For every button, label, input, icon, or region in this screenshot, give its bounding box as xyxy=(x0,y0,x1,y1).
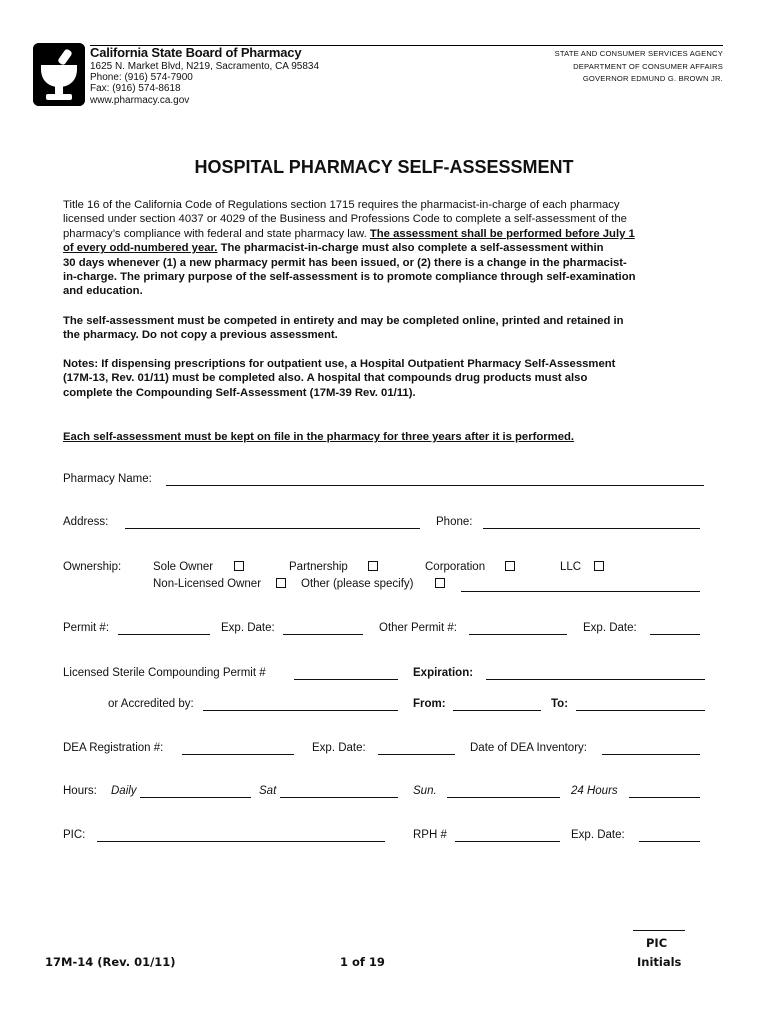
sterile-permit-label: Licensed Sterile Compounding Permit # xyxy=(63,667,266,679)
sun-label: Sun. xyxy=(413,785,437,797)
retention-notice: Each self-assessment must be kept on file in the pharmacy for three years after it is performed. xyxy=(63,431,575,443)
intro-line: 30 days whenever (1) a new pharmacy permit has been issued, or (2) there is a change in the pharmacist- xyxy=(63,256,627,269)
agency-name: California State Board of Pharmacy xyxy=(90,45,302,60)
form-id: 17M-14 (Rev. 01/11) xyxy=(45,955,176,969)
address-label: Address: xyxy=(63,516,109,528)
hours24-field[interactable] xyxy=(629,785,700,798)
page-title: HOSPITAL PHARMACY SELF-ASSESSMENT xyxy=(194,157,574,177)
other-permit-field[interactable] xyxy=(469,622,567,635)
pic-exp-label: Exp. Date: xyxy=(571,829,625,841)
agency-address: 1625 N. Market Blvd, N219, Sacramento, CA 95834 xyxy=(90,61,320,72)
other-permit-label: Other Permit #: xyxy=(379,622,457,634)
pharmacy-name-label: Pharmacy Name: xyxy=(63,473,152,485)
daily-label: Daily xyxy=(111,785,137,797)
ownership-label: Ownership: xyxy=(63,561,122,573)
dea-inventory-label: Date of DEA Inventory: xyxy=(470,742,587,754)
other-permit-exp-field[interactable] xyxy=(650,622,700,635)
partnership-label: Partnership xyxy=(289,561,348,573)
non-licensed-owner-label: Non-Licensed Owner xyxy=(153,578,262,590)
from-field[interactable] xyxy=(453,698,541,711)
intro-paragraph xyxy=(63,198,703,299)
phone-label: Phone: xyxy=(436,516,473,528)
pic-label-footer: PIC xyxy=(646,936,668,950)
pic-label: PIC: xyxy=(63,829,86,841)
sole-owner-label: Sole Owner xyxy=(153,561,214,573)
intro-line: pharmacy’s compliance with federal and state pharmacy law. The assessment shall be performed before July 1 xyxy=(63,227,635,240)
llc-label: LLC xyxy=(560,561,582,573)
intro-line: licensed under section 4037 or 4029 of the Business and Professions Code to complete a self-assessment of the xyxy=(63,213,627,226)
to-field[interactable] xyxy=(576,698,705,711)
llc-checkbox[interactable] xyxy=(594,561,604,571)
agency-website[interactable]: www.pharmacy.ca.gov xyxy=(90,95,190,106)
agency-fax: Fax: (916) 574-8618 xyxy=(90,83,181,94)
permit-field[interactable] xyxy=(118,622,210,635)
pharmacy-name-field[interactable] xyxy=(166,473,704,486)
expiration-field[interactable] xyxy=(486,667,705,680)
other-specify-label: Other (please specify) xyxy=(301,578,414,590)
hours24-label: 24 Hours xyxy=(571,785,618,797)
partnership-checkbox[interactable] xyxy=(368,561,378,571)
rph-field[interactable] xyxy=(455,829,560,842)
intro-line: of every odd-numbered year. The pharmacist-in-charge must also complete a self-assessment within xyxy=(63,242,604,255)
header-right-line: GOVERNOR EDMUND G. BROWN JR. xyxy=(582,74,723,83)
header-right-line: DEPARTMENT OF CONSUMER AFFAIRS xyxy=(573,62,723,71)
pic-initials-field[interactable] xyxy=(633,930,685,931)
notes-paragraph: Notes: If dispensing prescriptions for outpatient use, a Hospital Outpatient Pharmacy Self-Assessment (17M-13, Rev. 01/11) must be completed also. A hospital that compounds drug products must also complete the Compounding Self-Assessment (17M-39 Rev. 01/11). xyxy=(63,358,616,399)
sole-owner-checkbox[interactable] xyxy=(234,561,244,571)
dea-inventory-field[interactable] xyxy=(602,742,700,755)
dea-registration-field[interactable] xyxy=(182,742,294,755)
sat-label: Sat xyxy=(259,785,277,797)
to-label: To: xyxy=(551,698,569,710)
dea-exp-field[interactable] xyxy=(378,742,455,755)
page-number: 1 of 19 xyxy=(340,955,385,969)
pic-field[interactable] xyxy=(97,829,385,842)
completion-notice: The self-assessment must be competed in entirety and may be completed online, printed and retained in the pharmacy. Do not copy a previous assessment. xyxy=(63,315,624,342)
dea-registration-label: DEA Registration #: xyxy=(63,742,164,754)
other-permit-exp-label: Exp. Date: xyxy=(583,622,637,634)
sat-field[interactable] xyxy=(280,785,398,798)
initials-label: Initials xyxy=(637,955,682,969)
permit-exp-label: Exp. Date: xyxy=(221,622,275,634)
dea-exp-label: Exp. Date: xyxy=(312,742,366,754)
permit-exp-field[interactable] xyxy=(283,622,363,635)
permit-label: Permit #: xyxy=(63,622,110,634)
hours-label: Hours: xyxy=(63,785,97,797)
address-field[interactable] xyxy=(125,516,420,529)
non-licensed-owner-checkbox[interactable] xyxy=(276,578,286,588)
rph-label: RPH # xyxy=(413,829,447,841)
intro-line: and education. xyxy=(63,285,143,298)
mortar-pestle-icon xyxy=(33,43,85,106)
header-right-line: STATE AND CONSUMER SERVICES AGENCY xyxy=(554,49,723,58)
sun-field[interactable] xyxy=(447,785,560,798)
other-specify-field[interactable] xyxy=(461,579,700,592)
daily-field[interactable] xyxy=(140,785,251,798)
accredited-by-field[interactable] xyxy=(203,698,398,711)
corporation-label: Corporation xyxy=(425,561,486,573)
expiration-label: Expiration: xyxy=(413,667,474,679)
other-specify-checkbox[interactable] xyxy=(435,578,445,588)
intro-line: Title 16 of the California Code of Regulations section 1715 requires the pharmacist-in-charge of each pharmacy xyxy=(63,199,620,211)
accredited-by-label: or Accredited by: xyxy=(108,698,194,710)
sterile-permit-field[interactable] xyxy=(294,667,398,680)
agency-phone: Phone: (916) 574-7900 xyxy=(90,72,193,83)
phone-field[interactable] xyxy=(483,516,700,529)
intro-line: in-charge. The primary purpose of the self-assessment is to promote compliance through self-examination xyxy=(63,271,636,284)
from-label: From: xyxy=(413,698,446,710)
pic-exp-field[interactable] xyxy=(639,829,700,842)
corporation-checkbox[interactable] xyxy=(505,561,515,571)
